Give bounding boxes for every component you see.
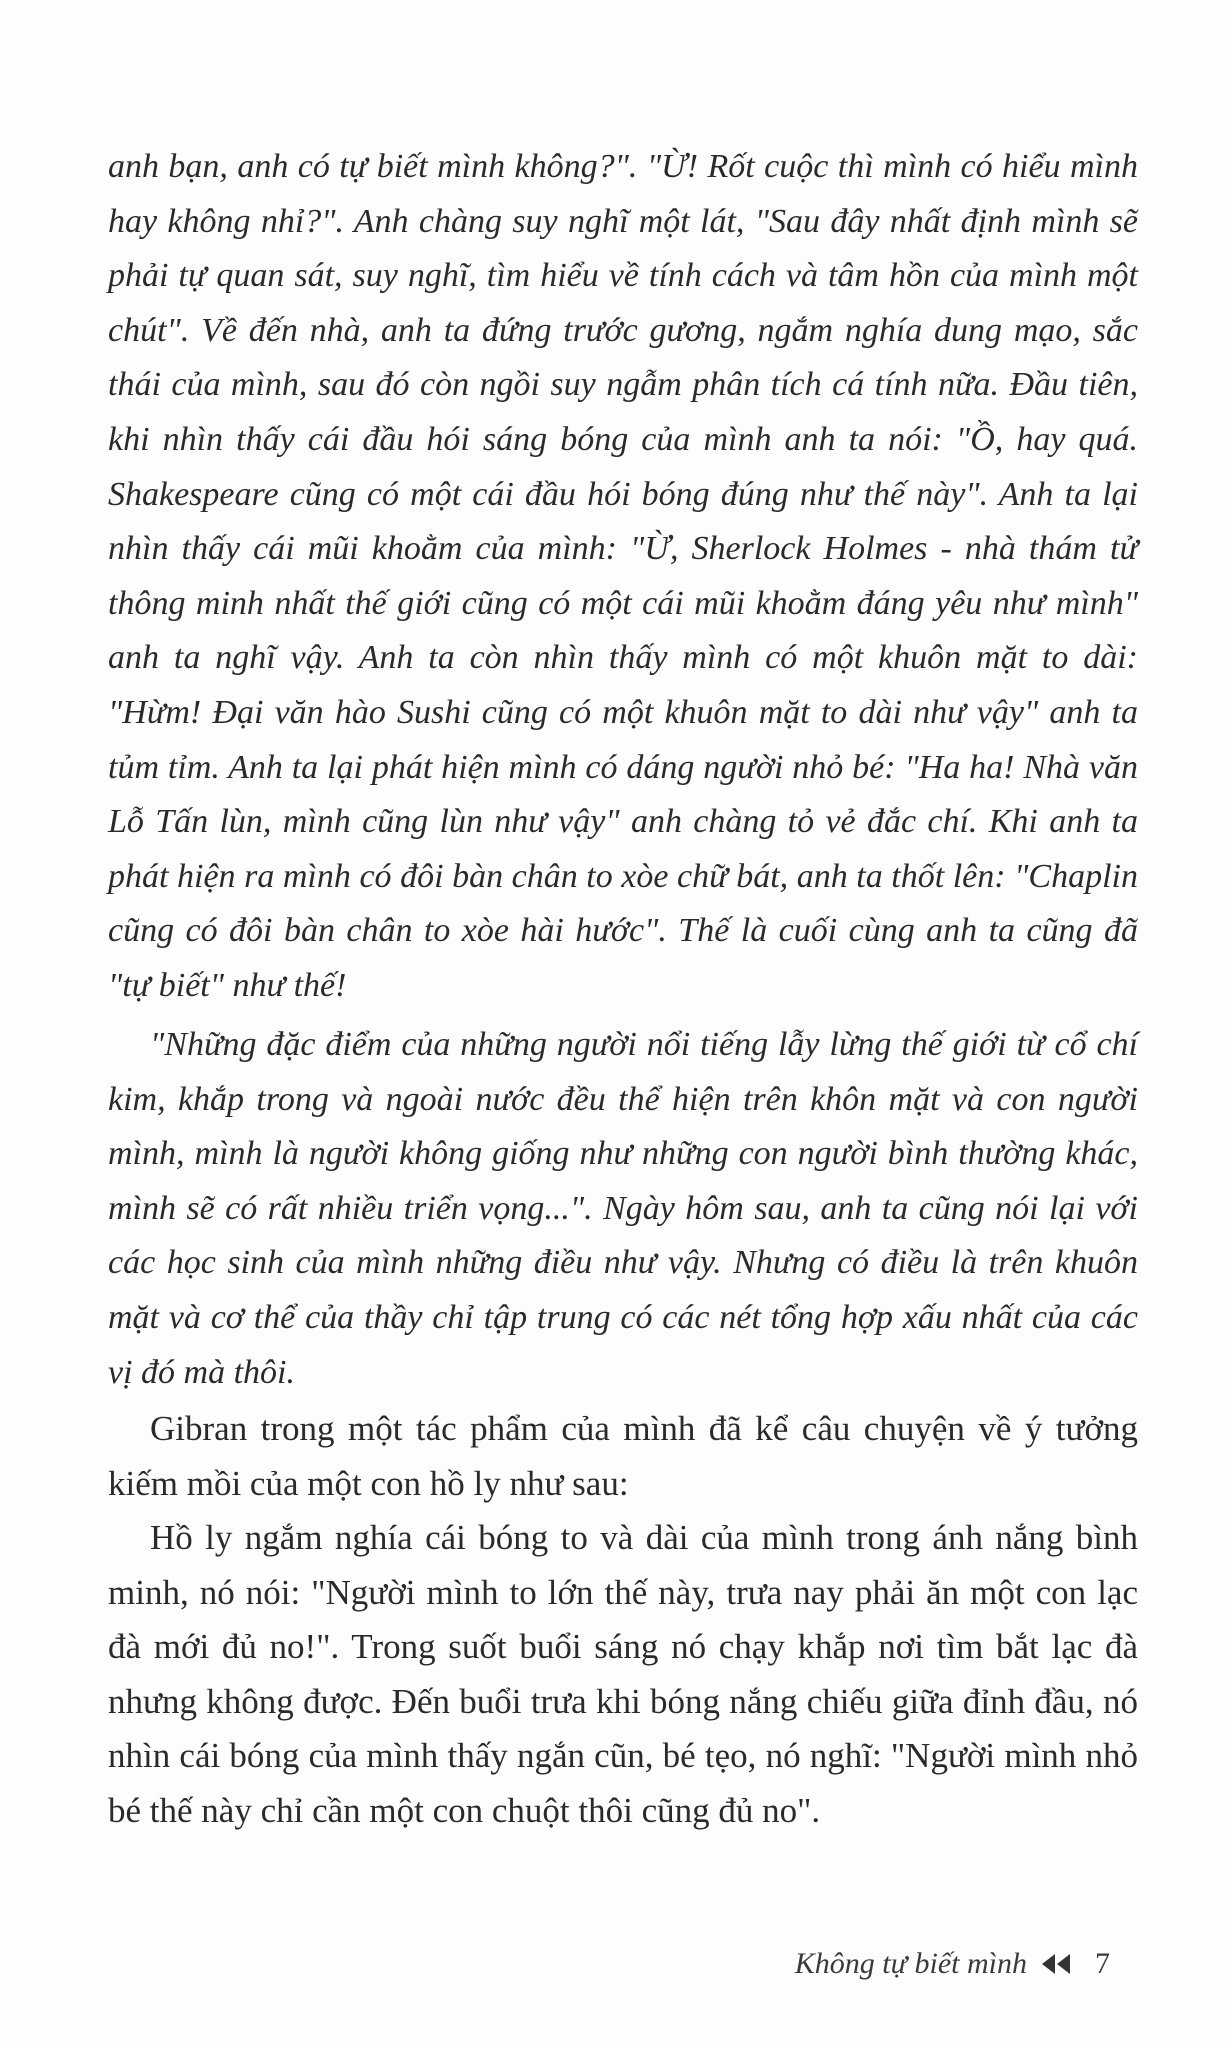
page-footer bbox=[795, 1947, 1110, 1981]
page-number: 7 bbox=[1095, 1947, 1110, 1980]
double-left-triangle-icon bbox=[1041, 1953, 1071, 1975]
paragraph-story-continued: anh bạn, anh có tự biết mình không?". "Ừ! Rốt cuộc thì mình có hiểu mình hay không nhỉ?". Anh chàng suy nghĩ một lát, "Sau đây nhất định mình sẽ phải tự quan sát, suy nghĩ, tìm hiểu về tính cách và tâm hồn của mình một chút". Về đến nhà, anh ta đứng trước gương, ngắm nghía dung mạo, sắc thái của mình, sau đó còn ngồi suy ngẫm phân tích cá tính nữa. Đầu tiên, khi nhìn thấy cái đầu hói sáng bóng của mình anh ta nói: "Ồ, hay quá. Shakespeare cũng có một cái đầu hói bóng đúng như thế này". Anh ta lại nhìn thấy cái mũi khoằm của mình: "Ừ, Sherlock Holmes - nhà thám tử thông minh nhất thế giới cũng có một cái mũi khoằm đáng yêu như mình" anh ta nghĩ vậy. Anh ta còn nhìn thấy mình có một khuôn mặt to dài: "Hừm! Đại văn hào Sushi cũng có một khuôn mặt to dài như vậy" anh ta tủm tỉm. Anh ta lại phát hiện mình có dáng người nhỏ bé: "Ha ha! Nhà văn Lỗ Tấn lùn, mình cũng lùn như vậy" anh chàng tỏ vẻ đắc chí. Khi anh ta phát hiện ra mình có đôi bàn chân to xòe chữ bát, anh ta thốt lên: "Chaplin cũng có đôi bàn chân to xòe hài hước". Thế là cuối cùng anh ta cũng đã "tự biết" như thế! bbox=[108, 148, 1138, 1004]
paragraph-famous-traits-quote: "Những đặc điểm của những người nổi tiếng lẫy lừng thế giới từ cổ chí kim, khắp trong và ngoài nước đều thể hiện trên khôn mặt và con người mình, mình là người không giống như những con người bình thường khác, mình sẽ có rất nhiều triển vọng...". Ngày hôm sau, anh ta cũng nói lại với các học sinh của mình những điều như vậy. Nhưng có điều là trên khuôn mặt và cơ thể của thầy chỉ tập trung có các nét tổng hợp xấu nhất của các vị đó mà thôi. bbox=[108, 1026, 1138, 1391]
paragraph-gibran-intro: Gibran trong một tác phẩm của mình đã kể câu chuyện về ý tưởng kiếm mồi của một con hồ ly như sau: bbox=[108, 1409, 1138, 1503]
running-footer-title: Không tự biết mình bbox=[794, 1947, 1027, 1980]
paragraph-fox-story: Hồ ly ngắm nghía cái bóng to và dài của mình trong ánh nắng bình minh, nó nói: "Người mình to lớn thế này, trưa nay phải ăn một con lạc đà mới đủ no!". Trong suốt buổi sáng nó chạy khắp nơi tìm bắt lạc đà nhưng không được. Đến buổi trưa khi bóng nắng chiếu giữa đỉnh đầu, nó nhìn cái bóng của mình thấy ngắn cũn, bé tẹo, nó nghĩ: "Người mình nhỏ bé thế này chỉ cần một con chuột thôi cũng đủ no". bbox=[108, 1518, 1138, 1830]
